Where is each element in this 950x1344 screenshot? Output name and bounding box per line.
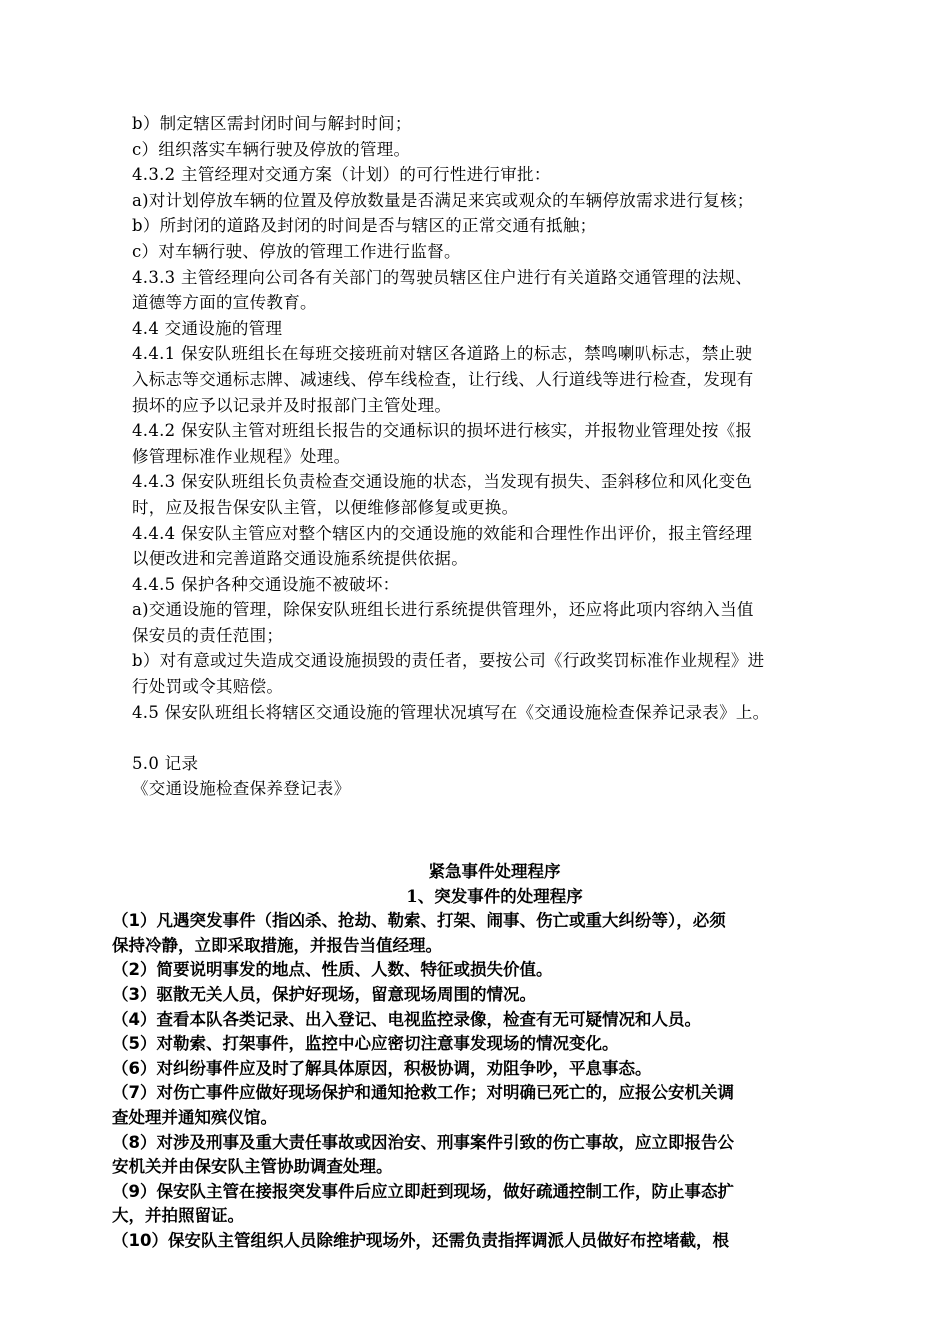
emergency-subtitle: 1、突发事件的处理程序 [406,886,583,906]
emergency-title: 紧急事件处理程序 [428,862,561,881]
text-line: 修管理标准作业规程》处理。 [132,446,351,466]
text-line: （3）驱散无关人员，保护好现场，留意现场周围的情况。 [112,984,536,1004]
text-line: c）组织落实车辆行驶及停放的管理。 [132,139,411,159]
text-line: 查处理并通知殡仪馆。 [112,1107,277,1127]
text-line: 4.4.1 保安队班组长在每班交接班前对辖区各道路上的标志，禁鸣喇叭标志，禁止驶 [132,344,753,364]
record-heading: 5.0 记录 [132,753,199,773]
text-line: a)对计划停放车辆的位置及停放数量是否满足来宾或观众的车辆停放需求进行复核； [132,190,754,210]
text-line: （7）对伤亡事件应做好现场保护和通知抢救工作；对明确已死亡的，应报公安机关调 [112,1083,734,1103]
text-line: 4.5 保安队班组长将辖区交通设施的管理状况填写在《交通设施检查保养记录表》上。 [132,702,770,722]
text-line: （9）保安队主管在接报突发事件后应立即赶到现场，做好疏通控制工作，防止事态扩 [112,1181,734,1201]
text-line: c）对车辆行驶、停放的管理工作进行监督。 [132,241,461,261]
text-line: 保持冷静，立即采取措施，并报告当值经理。 [112,935,442,955]
text-line: 4.4.2 保安队主管对班组长报告的交通标识的损坏进行核实，并报物业管理处按《报 [132,421,753,441]
text-line: （6）对纠纷事件应及时了解具体原因，积极协调，劝阻争吵，平息事态。 [112,1058,652,1078]
text-line: a)交通设施的管理，除保安队班组长进行系统提供管理外，还应将此项内容纳入当值 [132,600,754,620]
text-line: （5）对勒索、打架事件，监控中心应密切注意事发现场的情况变化。 [112,1034,619,1054]
text-line: 安机关并由保安队主管协助调查处理。 [112,1157,393,1177]
text-line: 时，应及报告保安队主管，以便维修部修复或更换。 [132,497,519,517]
traffic-procedure-section [132,111,872,802]
text-line: （4）查看本队各类记录、出入登记、电视监控录像，检查有无可疑情况和人员。 [112,1009,701,1029]
text-line: 损坏的应予以记录并及时报部门主管处理。 [132,395,452,415]
text-line: （8）对涉及刑事及重大责任事故或因治安、刑事案件引致的伤亡事故，应立即报告公 [112,1132,734,1152]
text-line: 4.4.3 保安队班组长负责检查交通设施的状态，当发现有损失、歪斜移位和风化变色 [132,472,753,492]
text-line: b）所封闭的道路及封闭的时间是否与辖区的正常交通有抵触； [132,216,597,236]
text-line: 保安员的责任范围； [132,625,284,645]
text-line: 4.3.2 主管经理对交通方案（计划）的可行性进行审批： [132,165,551,185]
emergency-procedure-section [112,860,857,1254]
text-line: b）对有意或过失造成交通设施损毁的责任者，要按公司《行政奖罚标准作业规程》进 [132,651,765,671]
text-line: （2）简要说明事发的地点、性质、人数、特征或损失价值。 [112,960,553,980]
text-line: 道德等方面的宣传教育。 [132,293,317,313]
text-line: 行处罚或令其赔偿。 [132,677,284,697]
section-heading: 4.4 交通设施的管理 [132,318,283,338]
text-line: （10）保安队主管组织人员除维护现场外，还需负责指挥调派人员做好布控堵截，根 [112,1230,729,1250]
text-line: 以便改进和完善道路交通设施系统提供依据。 [132,549,468,569]
text-line: 4.4.5 保护各种交通设施不被破坏： [132,574,400,594]
blank-line [132,725,872,751]
text-line: （1）凡遇突发事件（指凶杀、抢劫、勒索、打架、闹事、伤亡或重大纠纷等），必须 [112,911,726,931]
text-line: 大，并拍照留证。 [112,1206,244,1226]
text-line: 4.3.3 主管经理向公司各有关部门的驾驶员辖区住户进行有关道路交通管理的法规、 [132,267,753,287]
record-item: 《交通设施检查保养登记表》 [132,779,351,799]
text-line: 入标志等交通标志牌、减速线、停车线检查，让行线、人行道线等进行检查，发现有 [132,369,754,389]
text-line: b）制定辖区需封闭时间与解封时间； [132,114,412,133]
text-line: 4.4.4 保安队主管应对整个辖区内的交通设施的效能和合理性作出评价，报主管经理 [132,523,753,543]
